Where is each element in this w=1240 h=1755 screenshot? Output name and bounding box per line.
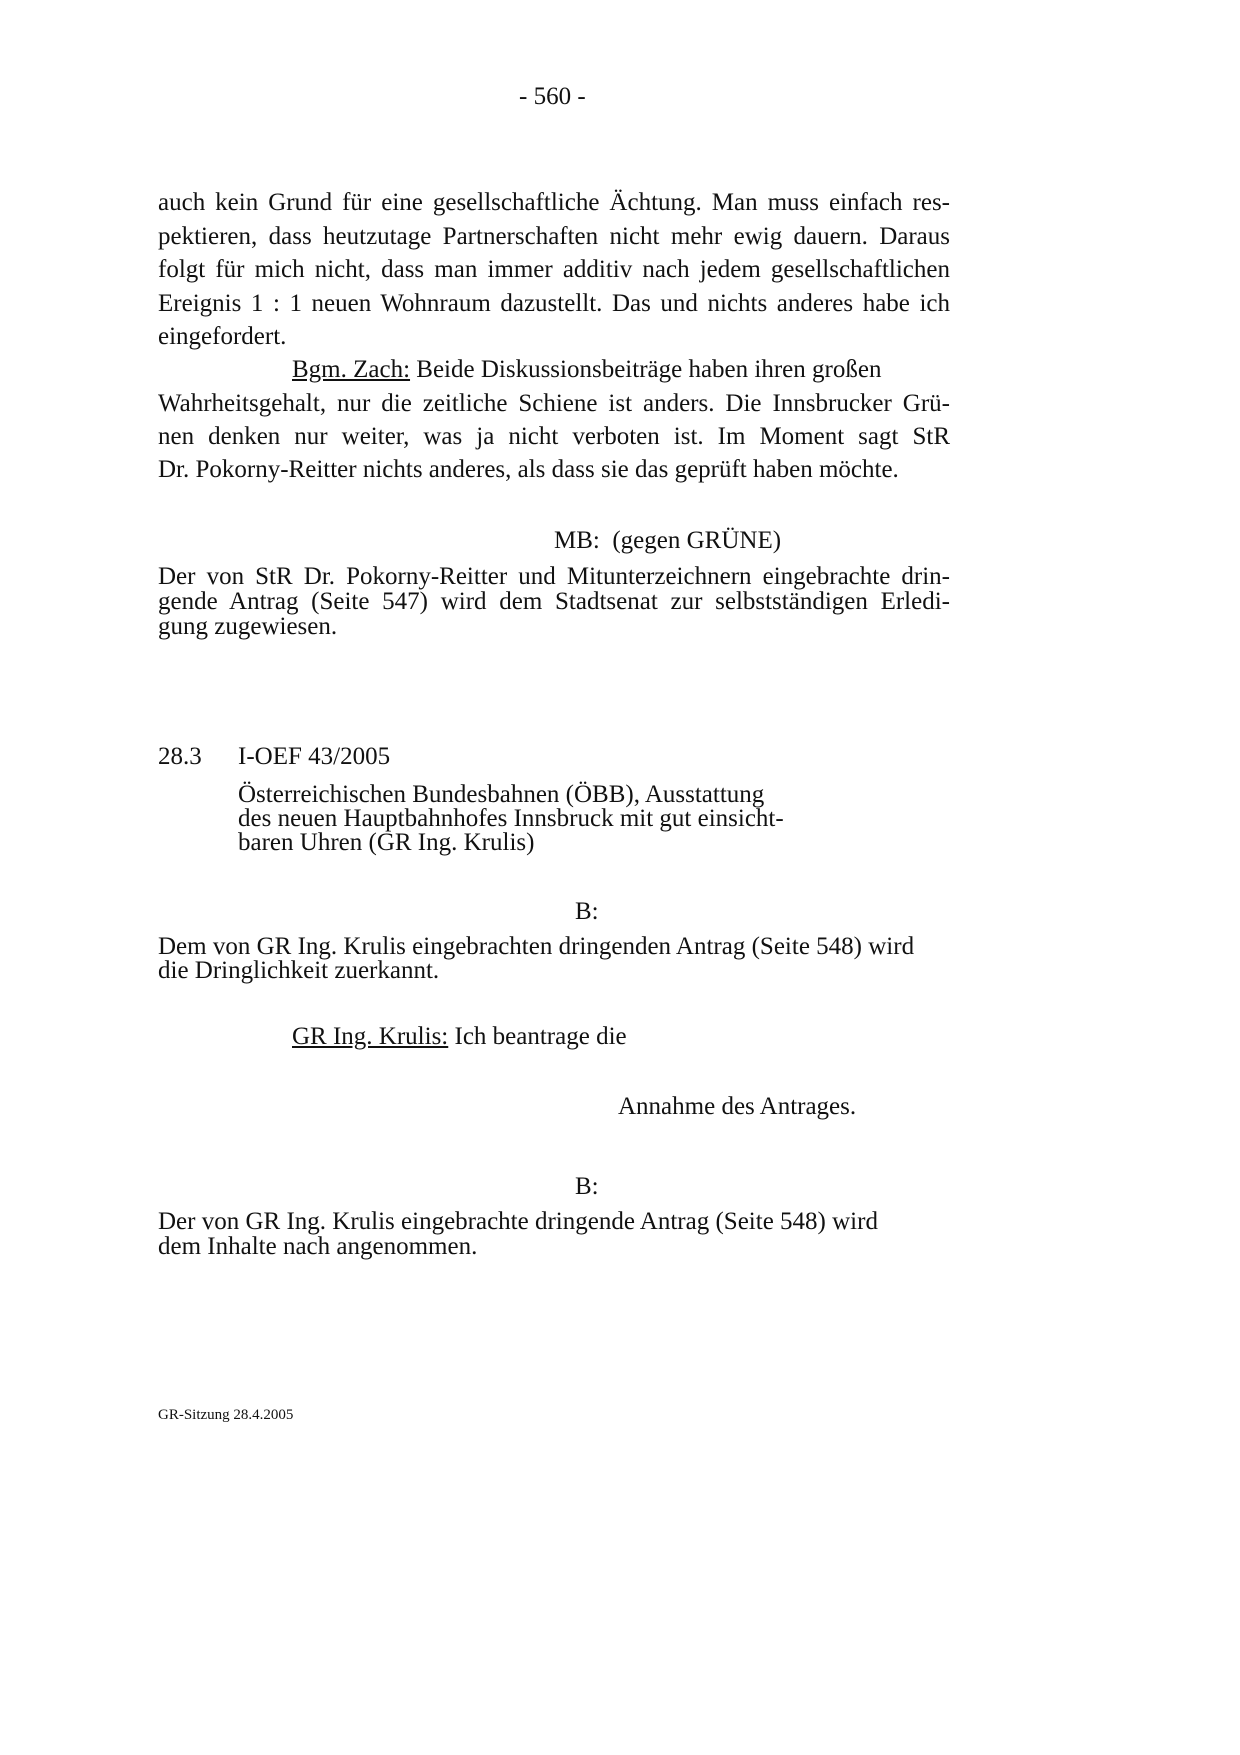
footer: GR-Sitzung 28.4.2005 [158, 1407, 294, 1423]
item-title-line: Österreichischen Bundesbahnen (ÖBB), Ausstattung [238, 781, 765, 808]
text-line: dem Inhalte nach angenommen. [158, 1233, 478, 1260]
text-line: pektieren, dass heutzutage Partnerschaften nicht mehr ewig dauern. Daraus [158, 223, 950, 250]
decision-label: B: [575, 898, 599, 925]
item-title-line: des neuen Hauptbahnhofes Innsbruck mit gut einsicht- [238, 805, 784, 832]
text-line: gung zugewiesen. [158, 613, 338, 640]
speaker-name: Bgm. Zach: [292, 356, 411, 383]
text-line: Ereignis 1 : 1 neuen Wohnraum dazustellt. Das und nichts anderes habe ich [158, 290, 950, 317]
item-code: I-OEF 43/2005 [238, 743, 391, 770]
text-line: gende Antrag (Seite 547) wird dem Stadtsenat zur selbstständigen Erledi- [158, 588, 950, 615]
speaker-name: GR Ing. Krulis: [292, 1023, 449, 1050]
text-line: Der von GR Ing. Krulis eingebrachte dringende Antrag (Seite 548) wird [158, 1208, 878, 1235]
text-line: die Dringlichkeit zuerkannt. [158, 957, 440, 984]
text-line: eingefordert. [158, 323, 287, 350]
text-line [292, 355, 881, 385]
item-number: 28.3 [158, 743, 202, 770]
text-line: Dem von GR Ing. Krulis eingebrachten dringenden Antrag (Seite 548) wird [158, 933, 915, 960]
text-line: nen denken nur weiter, was ja nicht verboten ist. Im Moment sagt StR [158, 423, 950, 450]
text-line: Wahrheitsgehalt, nur die zeitliche Schiene ist anders. Die Innsbrucker Grü- [158, 390, 950, 417]
motion-conclusion: Annahme des Antrages. [618, 1093, 857, 1120]
item-title-line: baren Uhren (GR Ing. Krulis) [238, 829, 535, 856]
text-line [292, 1022, 627, 1052]
decision-label: B: [575, 1173, 599, 1200]
speech-text: Ich beantrage die [448, 1023, 627, 1050]
text-line: Der von StR Dr. Pokorny-Reitter und Mitunterzeichnern eingebrachte drin- [158, 563, 950, 590]
text-line: auch kein Grund für eine gesellschaftliche Ächtung. Man muss einfach res- [158, 189, 950, 216]
page-number: - 560 - [519, 83, 586, 110]
speech-text: Beide Diskussionsbeiträge haben ihren großen [410, 356, 882, 383]
text-line: folgt für mich nicht, dass man immer additiv nach jedem gesellschaftlichen [158, 256, 950, 283]
text-line: Dr. Pokorny-Reitter nichts anderes, als dass sie das geprüft haben möchte. [158, 456, 899, 483]
decision-label: MB: (gegen GRÜNE) [554, 527, 782, 554]
